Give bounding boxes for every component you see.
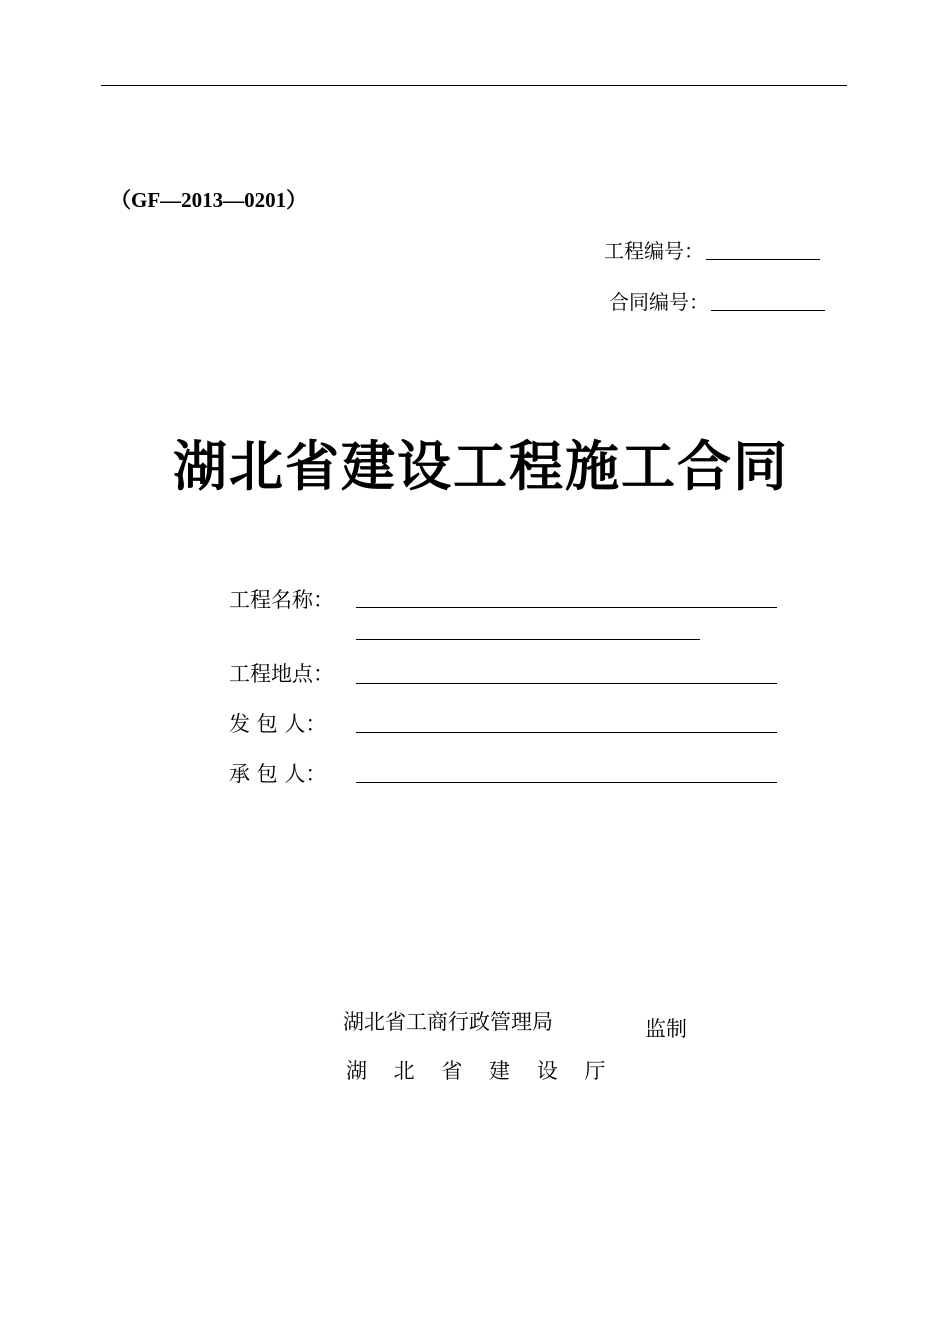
supervision-label: 监制 xyxy=(645,1017,687,1041)
project-number-row xyxy=(604,235,820,264)
project-number-blank[interactable] xyxy=(706,259,820,260)
document-code: （GF—2013—0201） xyxy=(110,188,308,212)
project-name-line[interactable] xyxy=(356,607,777,608)
project-location-line[interactable] xyxy=(356,683,777,684)
project-name-label: 工程名称： xyxy=(229,588,334,612)
employer-line[interactable] xyxy=(356,732,777,733)
issuer-department: 湖 北 省 建 设 厅 xyxy=(346,1059,616,1083)
employer-label: 发 包 人： xyxy=(229,712,327,736)
contract-number-label: 合同编号： xyxy=(609,290,709,314)
contract-number-blank[interactable] xyxy=(711,310,825,311)
contractor-label: 承 包 人： xyxy=(229,762,327,786)
page-title: 湖北省建设工程施工合同 xyxy=(173,435,789,498)
contractor-line[interactable] xyxy=(356,782,777,783)
header-rule xyxy=(101,85,847,86)
project-number-label: 工程编号： xyxy=(604,239,704,263)
project-name-line-2[interactable] xyxy=(356,639,700,640)
issuer-bureau: 湖北省工商行政管理局 xyxy=(343,1010,553,1034)
contract-number-row xyxy=(609,286,825,315)
project-location-label: 工程地点： xyxy=(229,662,334,686)
